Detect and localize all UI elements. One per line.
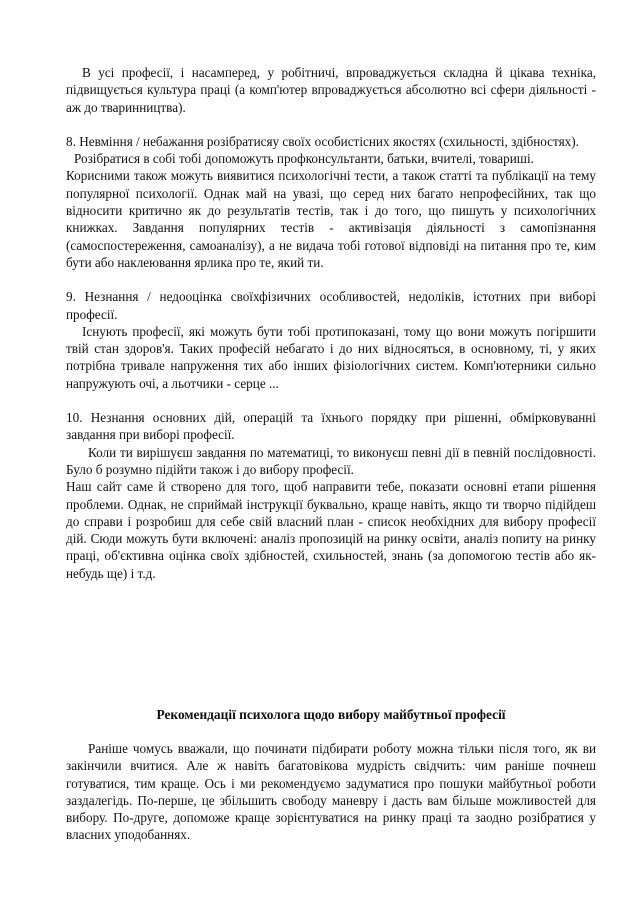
item-8-paragraph-1: Розібратися в собі тобі допоможуть профконсультанти, батьки, вчителі, товариші. bbox=[74, 151, 534, 167]
item-9-title: 9. Незнання / недооцінка своїхфізичних особливостей, недоліків, істотних при виборі професії. bbox=[66, 289, 596, 322]
item-10-paragraph-1: Коли ти вирішуєш завдання по математиці, то виконуєш певні дії в певній послідовності. Було б розумно підійти також і до вибору професії. bbox=[66, 444, 596, 477]
item-8-title: 8. Невміння / небажання розібратисяу своїх особистісних якостях (схильності, здібностях). bbox=[66, 133, 579, 149]
section-heading: Рекомендації психолога щодо вибору майбутньої професії bbox=[156, 707, 506, 722]
item-10-title: 10. Незнання основних дій, операцій та їхнього порядку при рішенні, обмірковуванні завдання при виборі професії. bbox=[66, 410, 596, 443]
paragraph-gap bbox=[66, 116, 596, 133]
section-heading-wrap bbox=[66, 706, 596, 723]
paragraph-gap bbox=[66, 392, 596, 409]
paragraph-gap bbox=[66, 271, 596, 288]
final-section bbox=[66, 740, 596, 844]
item-9-paragraph-1: Існують професії, які можуть бути тобі протипоказані, тому що вони можуть погіршити твій стан здоров'я. Таких професій небагато і до них відносяться, в основному, ті, у яких потрібна тривале напруження тих або інших фізіологічних систем. Комп'ютерники сильно напружують очі, а льотчики - серце ... bbox=[66, 323, 596, 391]
item-10-paragraph-2: Наш сайт саме й створено для того, щоб направити тебе, показати основні етапи рішення проблеми. Однак, не сприймай інструкції буквально, краще навіть, якщо ти творчо підійдеш до справи і розробиш для себе свій власний план - список необхідних для вибору професії дій. Сюди можуть бути включені: аналіз пропозицій на ринку освіти, аналіз попиту на ринку праці, об'єктивна оцінка своїх здібностей, схильностей, знань (за допомогою тестів або як-небудь ще) і т.д. bbox=[66, 479, 596, 581]
item-8-paragraph-2: Корисними також можуть виявитися психологічні тести, а також статті та публікації на тему популярної психології. Однак май на увазі, що серед них багато непрофесійних, так що відносити критично як до результатів тестів, так і до того, що пишуть у психологічних книжках. Завдання популярних тестів - активізація діяльності з самопізнання (самоспостереження, самоаналізу), а не видача тобі готової відповіді на питання про те, ким бути або наклеювання ярлика про те, який ти. bbox=[66, 168, 596, 270]
intro-paragraph: В усі професії, і насамперед, у робітничі, впроваджується складна й цікава техніка, підвищується культура праці (а комп'ютер впроваджується абсолютно всі сфери діяльності - аж до тваринництва). bbox=[66, 65, 596, 115]
document-body bbox=[66, 64, 596, 582]
final-paragraph: Раніше чомусь вважали, що починати підбирати роботу можна тільки після того, як ви закінчили вчитися. Але ж навіть багатовікова мудрість свідчить: чим раніше почнеш готуватися, тим краще. Ось і ми рекомендуємо задуматися про пошуки майбутньої роботи заздалегідь. По-перше, це збільшить свободу маневру і дасть вам більше можливостей для вибору. По-друге, допоможе краще зорієнтуватися на ринку праці та заодно розібратися у власних уподобаннях. bbox=[66, 741, 596, 843]
